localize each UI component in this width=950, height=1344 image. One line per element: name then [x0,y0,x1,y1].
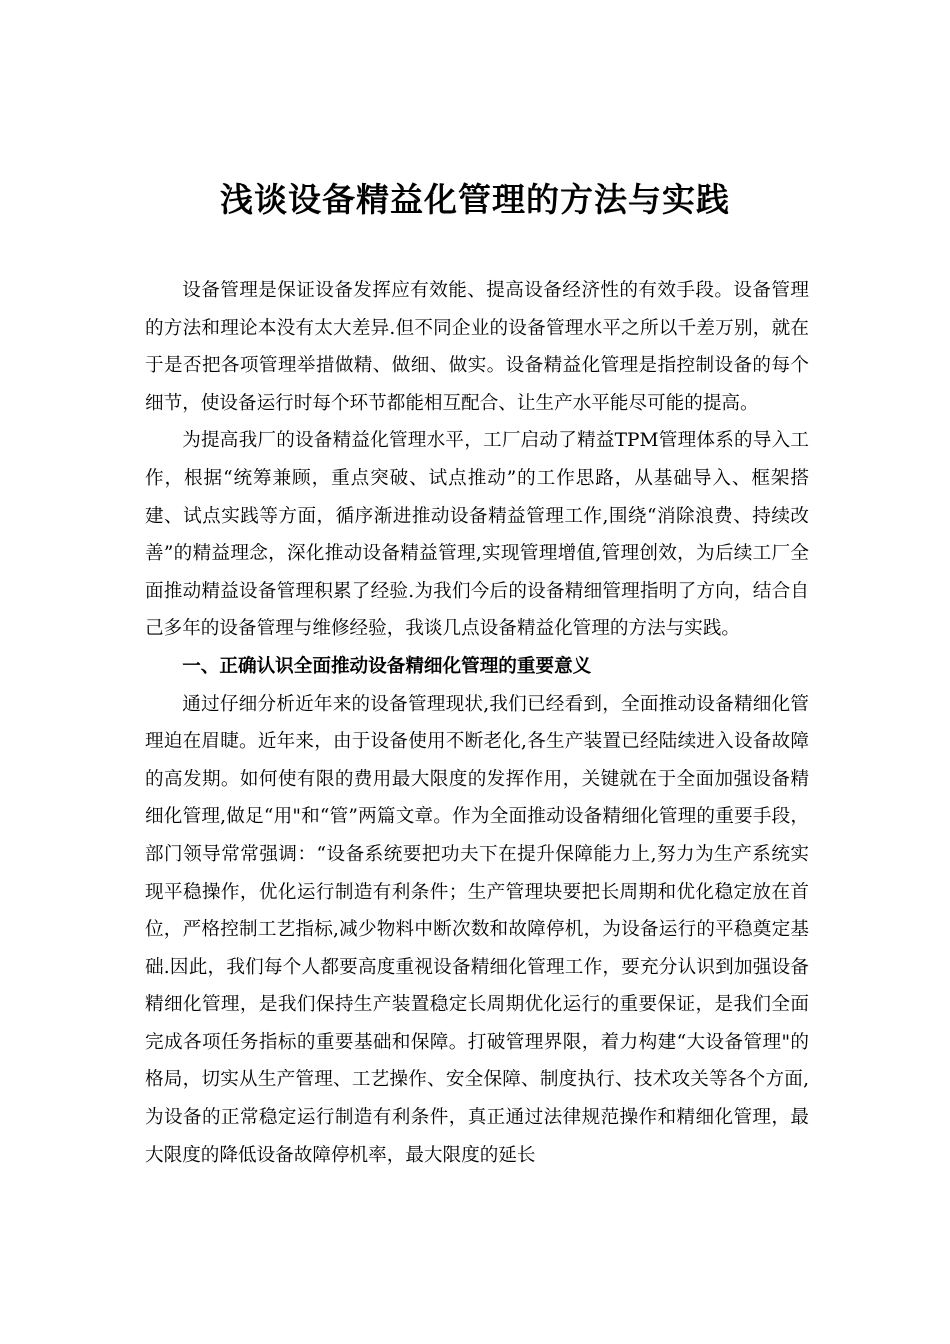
section-heading-1: 一、正确认识全面推动设备精细化管理的重要意义 [182,655,592,677]
document-title: 浅谈设备精益化管理的方法与实践 [220,180,730,220]
document-body [145,272,809,1174]
paragraph-significance: 通过仔细分析近年来的设备管理现状,我们已经看到，全面推动设备精细化管理迫在眉睫。近年来，由于设备使用不断老化,各生产装置已经陆续进入设备故障的高发期。如何使有限的费用最大限度的发挥作用，关键就在于全面加强设备精细化管理,做足“用"和“管”两篇文章。作为全面推动设备精细化管理的重要手段，部门领导常常强调：“设备系统要把功夫下在提升保障能力上,努力为生产系统实现平稳操作，优化运行制造有利条件；生产管理块要把长周期和优化稳定放在首位，严格控制工艺指标,减少物料中断次数和故障停机，为设备运行的平稳奠定基础.因此，我们每个人都要高度重视设备精细化管理工作，要充分认识到加强设备精细化管理，是我们保持生产装置稳定长周期优化运行的重要保证，是我们全面完成各项任务指标的重要基础和保障。打破管理界限，着力构建“大设备管理"的格局，切实从生产管理、工艺操作、安全保障、制度执行、技术攻关等各个方面,为设备的正常稳定运行制造有利条件，真正通过法律规范操作和精细化管理，最大限度的降低设备故障停机率，最大限度的延长 [145,693,809,1166]
paragraph-intro: 设备管理是保证设备发挥应有效能、提高设备经济性的有效手段。设备管理的方法和理论本没有太大差异.但不同企业的设备管理水平之所以千差万别，就在于是否把各项管理举措做精、做细、做实。设备精益化管理是指控制设备的每个细节，使设备运行时每个环节都能相互配合、让生产水平能尽可能的提高。 [145,280,809,414]
paragraph-tpm: 为提高我厂的设备精益化管理水平，工厂启动了精益TPM管理体系的导入工作，根据“统筹兼顾，重点突破、试点推动”的工作思路，从基础导入、框架搭建、试点实践等方面，循序渐进推动设备精益管理工作,围绕“消除浪费、持续改善”的精益理念，深化推动设备精益管理,实现管理增值,管理创效，为后续工厂全面推动精益设备管理积累了经验.为我们今后的设备精细管理指明了方向，结合自己多年的设备管理与维修经验，我谈几点设备精益化管理的方法与实践。 [145,430,809,640]
